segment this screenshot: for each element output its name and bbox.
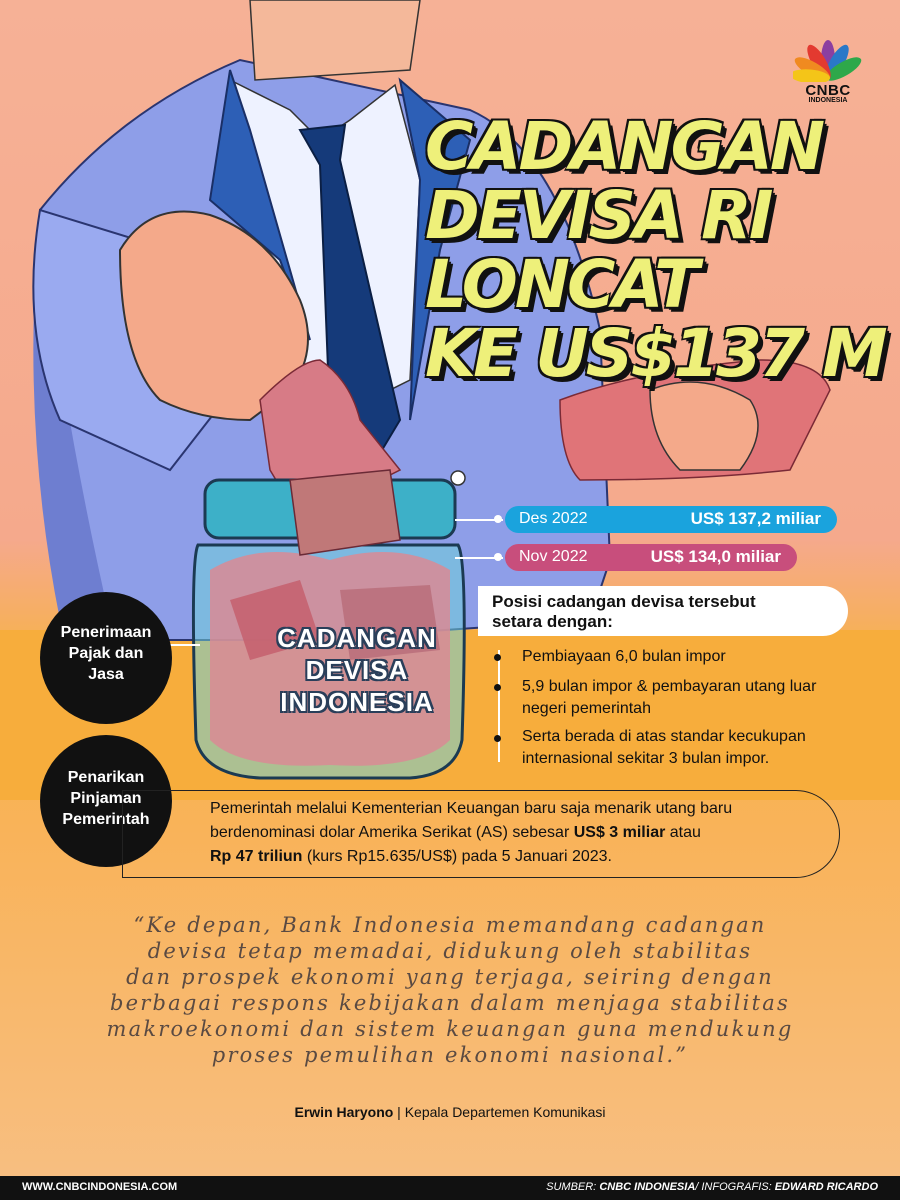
- equivalence-heading: [492, 592, 832, 632]
- quote-line: berbagai respons kebijakan dalam menjaga stabilitas: [110, 991, 790, 1015]
- quote-line: dan prospek ekonomi yang terjaga, seiring dengan: [126, 965, 774, 989]
- loan-segment: berdenominasi dolar Amerika Serikat (AS) sebesar: [210, 824, 574, 841]
- loan-line: [210, 845, 830, 869]
- neck: [250, 0, 420, 80]
- title-line-3: LONCAT: [425, 246, 697, 323]
- equivalence-bullet: [522, 726, 872, 770]
- source-line: Pemerintah: [62, 811, 150, 828]
- footer-infographic-label: / INFOGRAFIS:: [695, 1181, 775, 1193]
- stat-pill-dec: [505, 506, 837, 533]
- author-name: Erwin Haryono: [294, 1104, 394, 1120]
- footer-source-label: SUMBER:: [546, 1181, 600, 1193]
- stat-dot: [494, 515, 502, 523]
- source-line: Pinjaman: [70, 790, 142, 807]
- bullet-text: internasional sekitar 3 bulan impor.: [522, 750, 770, 767]
- loan-segment: (kurs Rp15.635/US$) pada 5 Januari 2023.: [302, 848, 612, 865]
- footer-source-name: CNBC INDONESIA: [599, 1181, 696, 1193]
- source-line: Penarikan: [67, 769, 145, 786]
- loan-amount-usd: US$ 3 miliar: [573, 824, 666, 841]
- page-title: [425, 108, 895, 392]
- quote-author: [0, 1104, 900, 1120]
- quote-line: devisa tetap memadai, didukung oleh stabilitas: [147, 939, 753, 963]
- jar-label-line: INDONESIA: [280, 687, 434, 717]
- cnbc-logo: [793, 38, 873, 108]
- bullet-text: Pembiayaan 6,0 bulan impor: [522, 648, 726, 665]
- stat-value: US$ 137,2 miliar: [690, 509, 821, 528]
- jar-label-line: CADANGAN: [277, 623, 437, 653]
- bullet-text: 5,9 bulan impor & pembayaran utang luar: [522, 678, 817, 695]
- source-line: Penerimaan: [60, 624, 152, 641]
- equivalence-heading-line: setara dengan:: [492, 612, 613, 631]
- logo-brand: CNBC: [805, 82, 851, 99]
- author-separator: |: [393, 1104, 405, 1120]
- stat-dot: [494, 553, 502, 561]
- quote-line: proses pemulihan ekonomi nasional.”: [211, 1043, 689, 1067]
- equivalence-bullet: [522, 646, 872, 668]
- stat-pill-nov: [505, 544, 797, 571]
- footer-source: [546, 1181, 878, 1193]
- jar-label: [252, 622, 462, 718]
- stat-label: Des 2022: [519, 510, 588, 527]
- footer-infographic-author: EDWARD RICARDO: [774, 1181, 878, 1193]
- footer-site: WWW.CNBCINDONESIA.COM: [22, 1181, 178, 1193]
- footer: [0, 1176, 900, 1200]
- bullet-dot: [494, 654, 501, 661]
- source-line: Pajak dan: [68, 645, 144, 662]
- source-line: Jasa: [88, 666, 124, 683]
- bullet-text: Serta berada di atas standar kecukupan: [522, 728, 806, 745]
- equivalence-heading-line: Posisi cadangan devisa tersebut: [492, 592, 756, 611]
- bullet-dot: [494, 684, 501, 691]
- title-line-2: DEVISA RI: [425, 177, 771, 254]
- quote: [80, 912, 820, 1068]
- loan-segment: atau: [665, 824, 701, 841]
- quote-line: makroekonomi dan sistem keuangan guna mendukung: [106, 1017, 794, 1041]
- stat-value: US$ 134,0 miliar: [650, 547, 781, 566]
- logo-sub: INDONESIA: [808, 97, 848, 104]
- title-line-4: KE US$137 M: [425, 315, 885, 392]
- equivalence-bullet: [522, 676, 872, 720]
- title-line-1: CADANGAN: [425, 108, 823, 185]
- loan-line: [210, 821, 830, 845]
- peacock-icon: [793, 38, 863, 82]
- bullet-line: [498, 650, 500, 762]
- quote-line: “Ke depan, Bank Indonesia memandang cadangan: [133, 913, 767, 937]
- loan-text: [210, 797, 830, 869]
- author-role: Kepala Departemen Komunikasi: [404, 1104, 606, 1120]
- bullet-dot: [494, 735, 501, 742]
- bullet-text: negeri pemerintah: [522, 700, 651, 717]
- loan-amount-idr: Rp 47 triliun: [210, 848, 303, 865]
- loan-line: Pemerintah melalui Kementerian Keuangan baru saja menarik utang baru: [210, 800, 733, 817]
- jar-label-line: DEVISA: [305, 655, 409, 685]
- source-circle-tax: [40, 592, 172, 724]
- stat-label: Nov 2022: [519, 548, 588, 565]
